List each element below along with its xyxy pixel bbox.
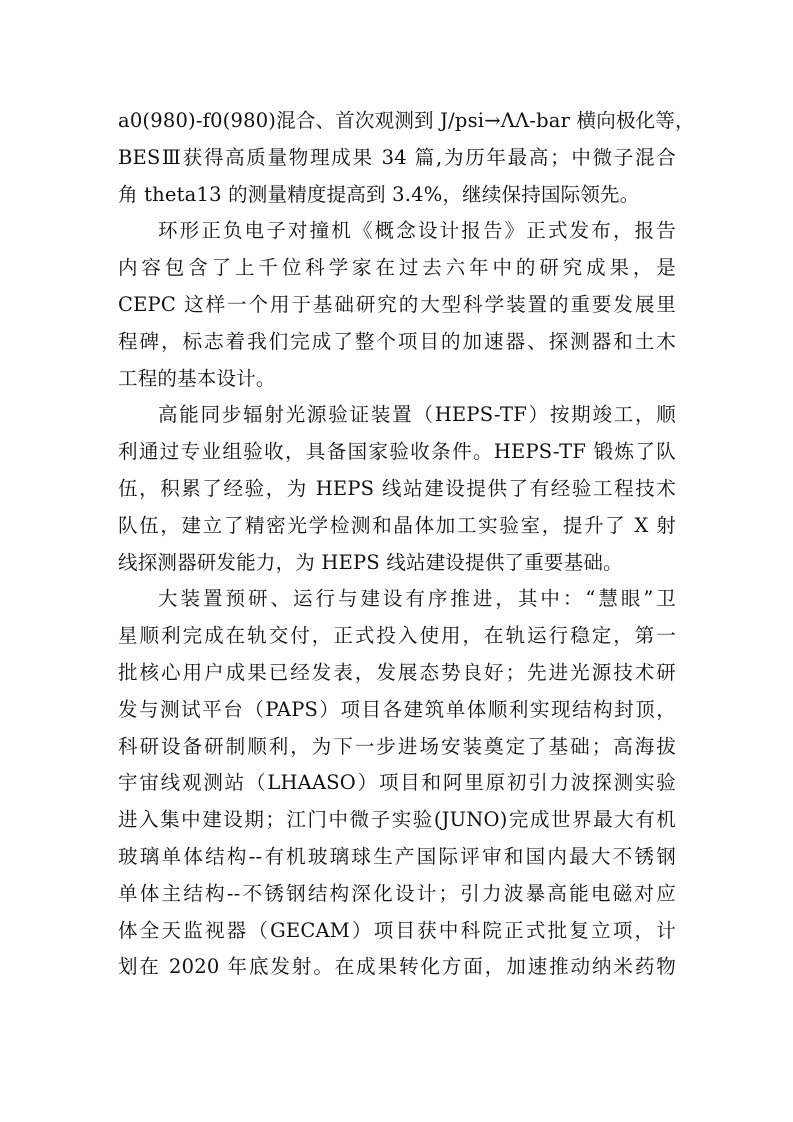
text-line: 体全天监视器（GECAM）项目获中科院正式批复立项，计 xyxy=(118,918,676,942)
text-line: 发与测试平台（PAPS）项目各建筑单体顺利实现结构封顶， xyxy=(118,697,676,721)
text-line: 进入集中建设期；江门中微子实验(JUNO)完成世界最大有机 xyxy=(118,808,676,832)
text-line: 划在 2020 年底发射。在成果转化方面，加速推动纳米药物 xyxy=(118,955,676,979)
text-line: BESⅢ获得高质量物理成果 34 篇,为历年最高；中微子混合 xyxy=(118,145,676,169)
paragraph-bes3-results xyxy=(118,103,695,213)
text-line: 环形正负电子对撞机《概念设计报告》正式发布，报告 xyxy=(158,219,676,243)
text-line: 工程的基本设计。 xyxy=(118,366,276,390)
text-line: 大装置预研、运行与建设有序推进，其中：“慧眼”卫 xyxy=(158,587,676,611)
paragraph-heps-tf xyxy=(118,397,676,581)
text-line: 科研设备研制顺利，为下一步进场安装奠定了基础；高海拔 xyxy=(118,734,676,758)
text-line: 线探测器研发能力，为 HEPS 线站建设提供了重要基础。 xyxy=(118,550,623,574)
text-line: 批核心用户成果已经发表，发展态势良好；先进光源技术研 xyxy=(118,660,676,684)
document-body xyxy=(118,103,695,986)
text-line: 利通过专业组验收，具备国家验收条件。HEPS-TF 锻炼了队 xyxy=(118,440,676,464)
text-line: 高能同步辐射光源验证装置（HEPS-TF）按期竣工，顺 xyxy=(158,403,676,427)
text-line: 队伍，建立了精密光学检测和晶体加工实验室，提升了 X 射 xyxy=(118,513,676,537)
text-line: 单体主结构--不锈钢结构深化设计；引力波暴高能电磁对应 xyxy=(118,881,676,905)
text-line: 程碑，标志着我们完成了整个项目的加速器、探测器和土木 xyxy=(118,329,676,353)
text-line: 伍，积累了经验，为 HEPS 线站建设提供了有经验工程技术 xyxy=(118,476,676,500)
text-line: a0(980)-f0(980)混合、首次观测到 J/psi→ΛΛ-bar 横向极化等， xyxy=(118,109,695,132)
text-line: 宇宙线观测站（LHAASO）项目和阿里原初引力波探测实验 xyxy=(118,771,676,795)
paragraph-large-facilities xyxy=(118,581,676,986)
text-line: 内容包含了上千位科学家在过去六年中的研究成果，是 xyxy=(118,256,676,280)
text-line: 星顺利完成在轨交付，正式投入使用，在轨运行稳定，第一 xyxy=(118,624,676,648)
paragraph-cepc-report xyxy=(118,213,676,397)
text-line: 角 theta13 的测量精度提高到 3.4%，继续保持国际领先。 xyxy=(118,182,640,206)
text-line: CEPC 这样一个用于基础研究的大型科学装置的重要发展里 xyxy=(118,292,676,316)
text-line: 玻璃单体结构--有机玻璃球生产国际评审和国内最大不锈钢 xyxy=(118,844,676,868)
